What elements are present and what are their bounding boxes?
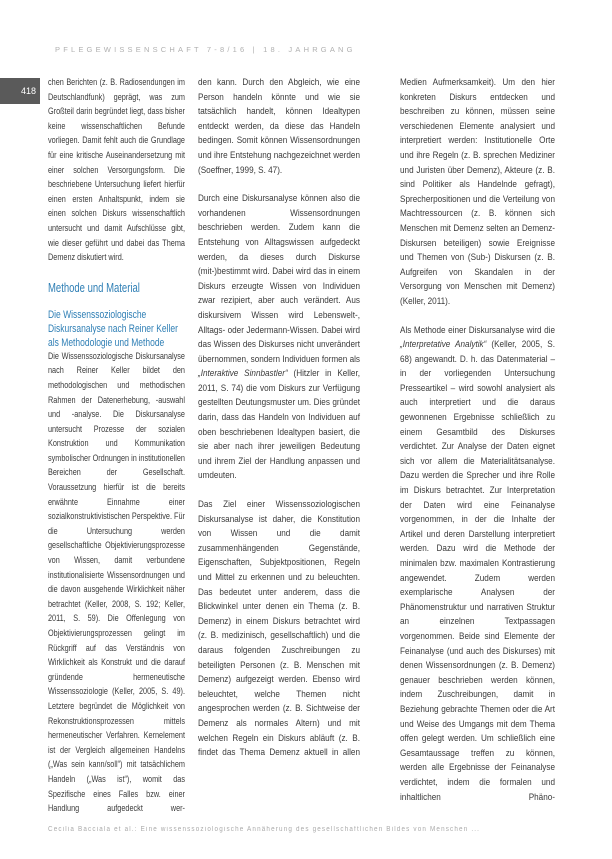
paragraph: Das Ziel einer Wissenssoziologischen Diskursanalyse ist daher, die Konstitution von Wissen und die damit zusammenhängenden Gegenstände, Eigenschaften, Subjektpositionen, Regeln und Mittel zu erkennen und zu beleuchten. Das bedeutet unter anderem, dass die Blickwinkel unter denen ein Thema (z. B. Demenz) in einem Diskurs betrachtet wird (z. B. medizinisch, gesellschaftlich) und die daraus folgenden Zuschreibungen zu beteiligten Personen (z. B. Menschen mit Demenz) aufgezeigt werden. Ebenso wird beleuchtet, welche Themen nicht angesprochen werden (z. B. Sichtweise der Demenz als normales Altern) und mit welchen Regeln ein Diskurs abläuft (z. B. findet das Thema Demenz aktuell in allen [198, 499, 360, 759]
page-number: 418 [0, 78, 40, 104]
text: (Hitzler in Keller, 2011, S. 74) die vom Diskurs zur Verfügung gestellten Deutungsmuster um. Dies gründet darin, dass das Handeln von Individuen auf oben beschriebenen Idealtypen basiert, die sie aber nach ihrer jeweiligen Bedeutung und ihrem Ziel der Handlung anpassen und umdeuten. [198, 368, 360, 482]
text: Als Methode einer Diskursanalyse wird die [400, 324, 555, 336]
paragraph: Medien Aufmerksamkeit). Um den hier konkreten Diskurs entdecken und beschreiben zu können, müssen seine verschiedenen Elemente analysiert und interpretiert werden: Institutionelle Orte und ihre Regeln (z. B. sprechen Mediziner und Juristen über Demenz), Akteure (z. B. sind Politiker als Handelnde gefragt), Sprecherpositionen und die Verteilung von Machtressourcen (z. B. können sich Menschen mit Demenz selten an Demenz-Diskursen beteiligen) sowie Ereignisse und Themen von (Sub-) Diskursen (z. B. Aufgreifen von Skandalen in der Versorgung von Menschen mit Demenz) (Keller, 2011). [400, 77, 555, 307]
running-footer: Cecilia Bacciala et al.: Eine wissenssoziologische Annäherung des gesellschaftlichen Bildes von Menschen ... [48, 826, 481, 833]
column-2 [198, 76, 360, 761]
italic-term: „Interpretative Analytik“ [400, 339, 487, 351]
paragraph: Die Wissenssoziologische Diskursanalyse nach Reiner Keller bildet den methodologischen und methodischen Rahmen der Datenerhebung, -auswahl und -analyse. Die Diskursanalyse untersucht Prozesse der sozialen Konstruktion und Kommunikation symbolischer Ordnungen in institutionellen Bereichen der Gesellschaft. Voraussetzung hierfür ist die bereits erwähnte Einnahme einer sozialkonstruktivistischen Perspektive. Für die Untersuchung werden gesellschaftliche Objektivierungsprozesse von Wissen, damit verbundene institutionalisierte Wissensordnungen und die davon ausgehende Wirklichkeit näher betrachtet (Keller, 2008, S. 192; Keller, 2011, S. 59). Die Offenlegung von Objektivierungsprozessen gelingt im Rückgriff auf das Verständnis von Wirklichkeit als Konstrukt und die darauf gründende hermeneutische Wissenssoziologie (Keller, 2005, S. 49). Letztere begründet die Möglichkeit von Rekonstruktionsprozessen mittels hermeneutischer Verfahren. Kernelement ist der Vergleich allgemeinen Handelns („Was sein kann/soll“) mit tatsächlichem Handeln („Was ist“), womit das Spezifische eines Falles bzw. einer Handlung aufgedeckt wer- [48, 350, 185, 815]
paragraph: chen Berichten (z. B. Radiosendungen im Deutschlandfunk) geprägt, was zum Großteil darin begründet liegt, dass bisher keine wissenschaftlichen Befunde vorliegen. Damit fehlt auch die Grundlage für eine kritische Auseinandersetzung mit einer solchen Versorgungsform. Die beschriebene Untersuchung liefert hierfür einen ersten Anhaltspunkt, indem sie einen solchen Diskurs wissenschaftlich untersucht und damit Aufschlüsse gibt, wie dieser geführt und dabei das Thema Demenz diskutiert wird. [48, 77, 185, 264]
text: (Keller, 2005, S. 68) angewandt. D. h. das Datenmaterial – in der vorliegenden Untersuchung Presseartikel – wird sowohl analysiert als auch interpretiert und die daraus gewonnenen Ergebnisse schließlich zu einem Gesamtbild des Diskurses verdichtet. Zur Analyse der Daten eignet sich vor allem die Materialitätsanalyse. Dazu werden die Sprecher und ihre Rolle im Diskurs betrachtet. Zur Interpretation der Daten wird eine Feinanalyse vorgenommen, in der die Inhalte der Artikel und deren Darstellung interpretiert werden. Dazu wird die Methode der minimalen bzw. maximalen Kontrastierung angewendet. Zudem werden exemplarische Analysen der Phänomenstruktur und narrativen Struktur an einzelnen Textpassagen vorgenommen. Beide sind Elemente der Feinanalyse (und auch des Diskurses) mit denen Wissensordnungen (z. B. Demenz) genauer beschrieben werden können, indem Zuschreibungen, damit in Beziehung gebrachte Themen oder die Art und Weise des Umgangs mit dem Thema offen gelegt werden. Um schließlich eine Gesamtaussage treffen zu können, werden alle Ergebnisse der Feinanalyse verdichtet, indem die formalen und inhaltlichen Phäno- [400, 339, 555, 803]
italic-term: „Interaktive Sinnbastler“ [198, 368, 288, 380]
column-3 [400, 76, 555, 805]
paragraph [400, 324, 555, 806]
section-heading: Methode und Material [48, 280, 140, 295]
running-header: PFLEGEWISSENSCHAFT 7-8/16 | 18. JAHRGANG [55, 45, 356, 54]
paragraph: den kann. Durch den Abgleich, wie eine Person handeln könnte und wie sie tatsächlich handelt, können Idealtypen entdeckt werden, da diese das Handeln bedingen. Somit können Wissensordnungen und ihre Entstehung nachgezeichnet werden (Soeffner, 1999, S. 47). [198, 77, 360, 176]
paragraph [198, 192, 360, 484]
column-1 [48, 76, 185, 817]
text: Durch eine Diskursanalyse können also die vorhandenen Wissensordnungen beschrieben werden. Zudem kann die Entstehung von Alltagswissen aufgedeckt werden, da dieses durch Diskurse (mit-)bestimmt wird. Dabei wird das in einem Diskurs erzeugte Wissen von Individuen zwar rezipiert, aber auch verändert. Aus diskursivem Wissen wird Lebenswelt-, Alltags- oder Jedermann-Wissen. Dabei wird das Wissen des Diskurses nicht unverändert übernommen, sondern Individuen formen als [198, 193, 360, 365]
subsection-heading: Die Wissenssoziologische Diskursanalyse nach Reiner Keller als Methodologie und Methode [48, 308, 178, 349]
